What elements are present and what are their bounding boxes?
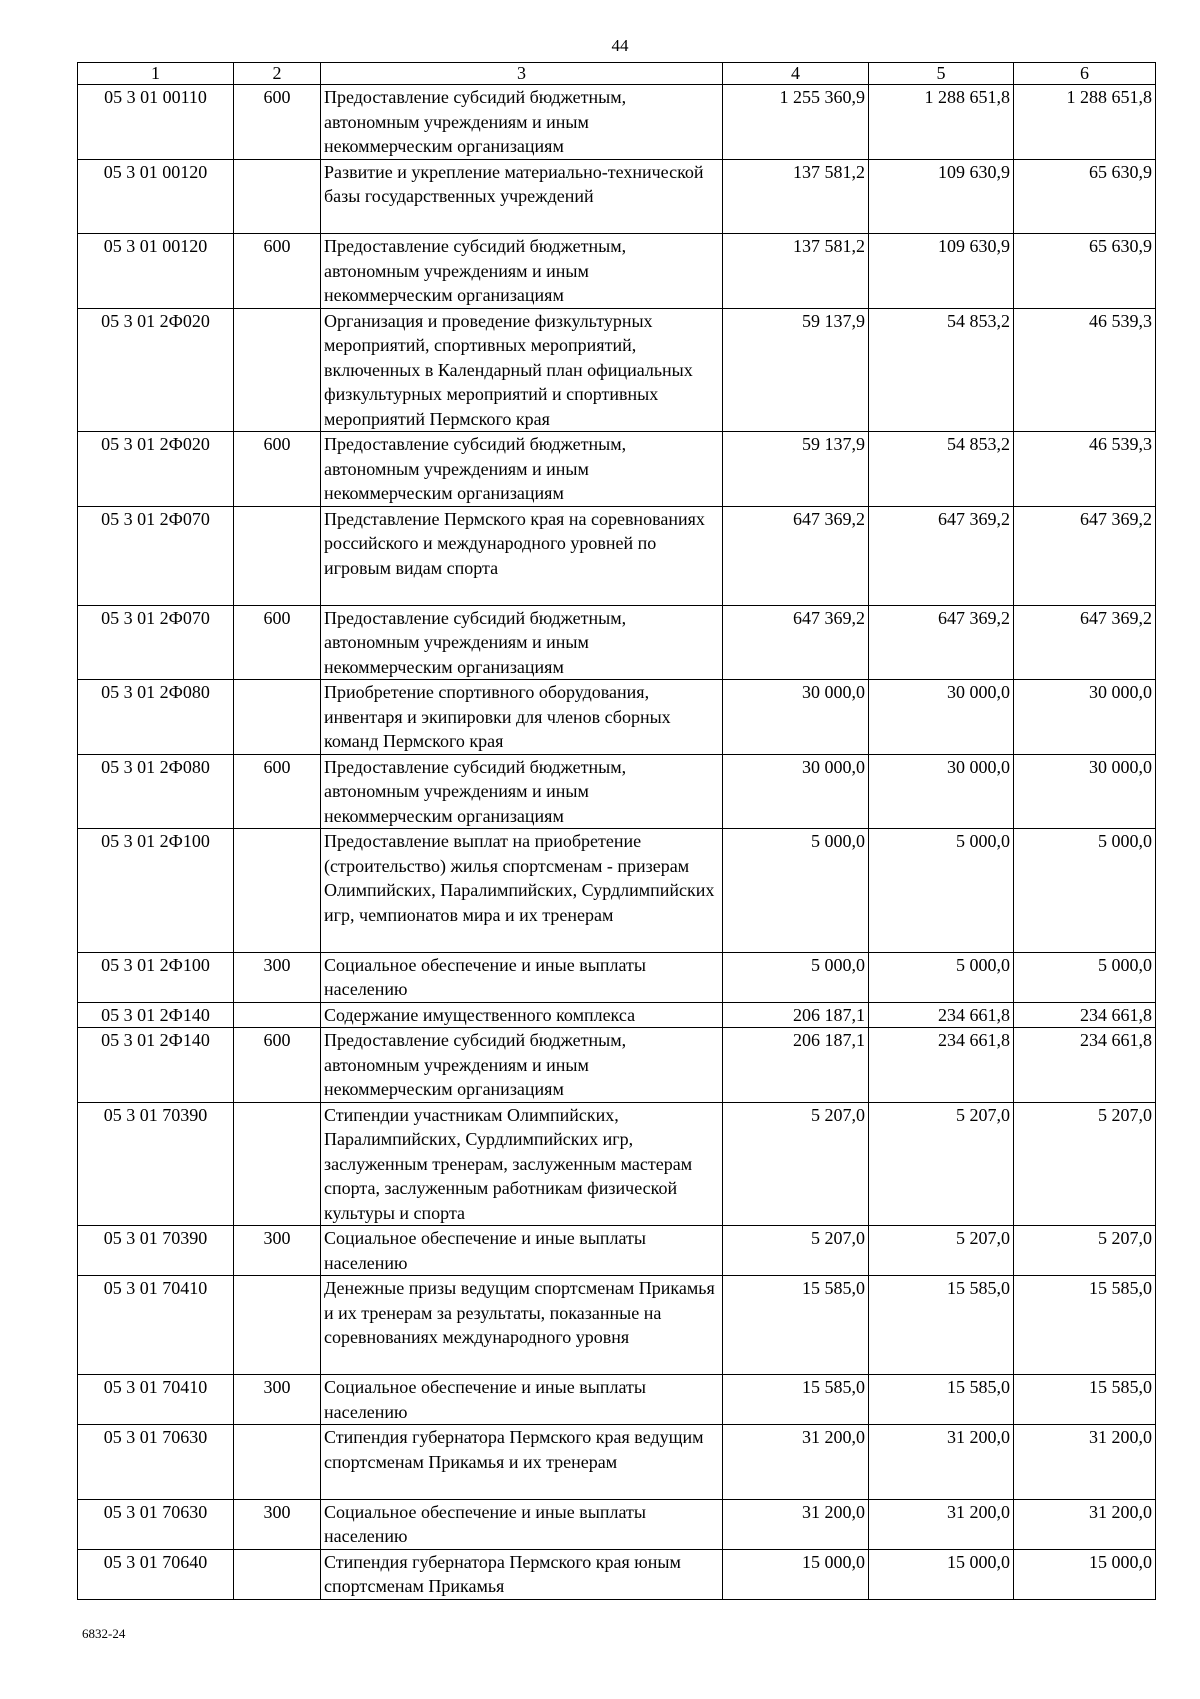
amount-col5-cell: 30 000,0 [869, 754, 1014, 829]
amount-col4-cell: 206 187,1 [723, 1028, 869, 1103]
amount-col4-cell: 647 369,2 [723, 506, 869, 605]
amount-col6-cell: 5 000,0 [1014, 952, 1156, 1002]
table-row [78, 1002, 1156, 1028]
column-header: 4 [723, 63, 869, 85]
item-name-cell: Стипендии участникам Олимпийских, Паралимпийских, Сурдлимпийских игр, заслуженным тренерам, заслуженным мастерам спорта, заслуженным работникам физической культуры и спорта [321, 1102, 723, 1226]
amount-col6-cell: 647 369,2 [1014, 506, 1156, 605]
amount-col5-cell: 54 853,2 [869, 432, 1014, 507]
column-header: 6 [1014, 63, 1156, 85]
table-row [78, 308, 1156, 432]
amount-col5-cell: 1 288 651,8 [869, 85, 1014, 160]
expense-kind-cell: 600 [234, 1028, 321, 1103]
item-name-cell: Социальное обеспечение и иные выплаты населению [321, 1226, 723, 1276]
amount-col4-cell: 1 255 360,9 [723, 85, 869, 160]
expense-kind-cell: 600 [234, 85, 321, 160]
amount-col5-cell: 647 369,2 [869, 605, 1014, 680]
target-code-cell: 05 3 01 00120 [78, 234, 234, 309]
amount-col5-cell: 5 207,0 [869, 1102, 1014, 1226]
item-name-cell: Социальное обеспечение и иные выплаты населению [321, 1375, 723, 1425]
expense-kind-cell: 600 [234, 234, 321, 309]
amount-col4-cell: 15 585,0 [723, 1276, 869, 1375]
amount-col6-cell: 30 000,0 [1014, 680, 1156, 755]
amount-col5-cell: 15 000,0 [869, 1549, 1014, 1599]
amount-col4-cell: 15 000,0 [723, 1549, 869, 1599]
amount-col6-cell: 30 000,0 [1014, 754, 1156, 829]
target-code-cell: 05 3 01 2Ф100 [78, 829, 234, 953]
document-code: 6832-24 [82, 1626, 126, 1641]
amount-col4-cell: 647 369,2 [723, 605, 869, 680]
amount-col4-cell: 59 137,9 [723, 308, 869, 432]
amount-col4-cell: 137 581,2 [723, 234, 869, 309]
table-row [78, 680, 1156, 755]
expense-kind-cell [234, 159, 321, 234]
amount-col5-cell: 15 585,0 [869, 1276, 1014, 1375]
amount-col4-cell: 206 187,1 [723, 1002, 869, 1028]
table-row [78, 1425, 1156, 1500]
column-header: 2 [234, 63, 321, 85]
amount-col6-cell: 234 661,8 [1014, 1002, 1156, 1028]
amount-col6-cell: 31 200,0 [1014, 1425, 1156, 1500]
expense-kind-cell [234, 506, 321, 605]
table-row [78, 1028, 1156, 1103]
target-code-cell: 05 3 01 70390 [78, 1226, 234, 1276]
amount-col5-cell: 109 630,9 [869, 159, 1014, 234]
table-row [78, 85, 1156, 160]
header-row [78, 63, 1156, 85]
item-name-cell: Стипендия губернатора Пермского края ведущим спортсменам Прикамья и их тренерам [321, 1425, 723, 1500]
table-row [78, 952, 1156, 1002]
amount-col6-cell: 5 000,0 [1014, 829, 1156, 953]
table-row [78, 432, 1156, 507]
item-name-cell: Предоставление субсидий бюджетным, автономным учреждениям и иным некоммерческим организациям [321, 85, 723, 160]
amount-col6-cell: 46 539,3 [1014, 308, 1156, 432]
amount-col4-cell: 15 585,0 [723, 1375, 869, 1425]
target-code-cell: 05 3 01 2Ф100 [78, 952, 234, 1002]
expense-kind-cell: 300 [234, 952, 321, 1002]
expense-kind-cell [234, 308, 321, 432]
item-name-cell: Приобретение спортивного оборудования, инвентаря и экипировки для членов сборных команд Пермского края [321, 680, 723, 755]
amount-col6-cell: 647 369,2 [1014, 605, 1156, 680]
table-row [78, 506, 1156, 605]
expense-kind-cell: 300 [234, 1375, 321, 1425]
amount-col4-cell: 59 137,9 [723, 432, 869, 507]
item-name-cell: Предоставление выплат на приобретение (строительство) жилья спортсменам - призерам Олимпийских, Паралимпийских, Сурдлимпийских игр, чемпионатов мира и их тренерам [321, 829, 723, 953]
item-name-cell: Стипендия губернатора Пермского края юным спортсменам Прикамья [321, 1549, 723, 1599]
expense-kind-cell [234, 1425, 321, 1500]
item-name-cell: Социальное обеспечение и иные выплаты населению [321, 1499, 723, 1549]
amount-col6-cell: 15 000,0 [1014, 1549, 1156, 1599]
target-code-cell: 05 3 01 2Ф070 [78, 605, 234, 680]
table-row [78, 1226, 1156, 1276]
item-name-cell: Представление Пермского края на соревнованиях российского и международного уровней по игровым видам спорта [321, 506, 723, 605]
amount-col6-cell: 65 630,9 [1014, 234, 1156, 309]
amount-col5-cell: 234 661,8 [869, 1002, 1014, 1028]
table-row [78, 1499, 1156, 1549]
amount-col6-cell: 31 200,0 [1014, 1499, 1156, 1549]
amount-col5-cell: 5 207,0 [869, 1226, 1014, 1276]
amount-col5-cell: 647 369,2 [869, 506, 1014, 605]
amount-col4-cell: 30 000,0 [723, 754, 869, 829]
target-code-cell: 05 3 01 70410 [78, 1276, 234, 1375]
target-code-cell: 05 3 01 2Ф020 [78, 432, 234, 507]
target-code-cell: 05 3 01 2Ф070 [78, 506, 234, 605]
target-code-cell: 05 3 01 00120 [78, 159, 234, 234]
amount-col6-cell: 1 288 651,8 [1014, 85, 1156, 160]
target-code-cell: 05 3 01 70640 [78, 1549, 234, 1599]
table-row [78, 1375, 1156, 1425]
expense-kind-cell [234, 829, 321, 953]
amount-col5-cell: 5 000,0 [869, 952, 1014, 1002]
amount-col5-cell: 234 661,8 [869, 1028, 1014, 1103]
target-code-cell: 05 3 01 2Ф140 [78, 1002, 234, 1028]
item-name-cell: Предоставление субсидий бюджетным, автономным учреждениям и иным некоммерческим организациям [321, 432, 723, 507]
page-number: 44 [611, 36, 629, 55]
amount-col6-cell: 15 585,0 [1014, 1375, 1156, 1425]
target-code-cell: 05 3 01 70630 [78, 1499, 234, 1549]
amount-col4-cell: 31 200,0 [723, 1499, 869, 1549]
expense-kind-cell [234, 1549, 321, 1599]
expense-kind-cell: 300 [234, 1226, 321, 1276]
budget-table [77, 62, 1156, 1600]
item-name-cell: Содержание имущественного комплекса [321, 1002, 723, 1028]
amount-col6-cell: 15 585,0 [1014, 1276, 1156, 1375]
amount-col4-cell: 5 207,0 [723, 1226, 869, 1276]
amount-col5-cell: 109 630,9 [869, 234, 1014, 309]
expense-kind-cell: 600 [234, 754, 321, 829]
amount-col4-cell: 31 200,0 [723, 1425, 869, 1500]
item-name-cell: Предоставление субсидий бюджетным, автономным учреждениям и иным некоммерческим организациям [321, 1028, 723, 1103]
target-code-cell: 05 3 01 2Ф020 [78, 308, 234, 432]
amount-col6-cell: 234 661,8 [1014, 1028, 1156, 1103]
table-row [78, 1276, 1156, 1375]
table-row [78, 829, 1156, 953]
expense-kind-cell [234, 1102, 321, 1226]
expense-kind-cell: 300 [234, 1499, 321, 1549]
item-name-cell: Социальное обеспечение и иные выплаты населению [321, 952, 723, 1002]
amount-col6-cell: 5 207,0 [1014, 1102, 1156, 1226]
amount-col5-cell: 15 585,0 [869, 1375, 1014, 1425]
amount-col5-cell: 30 000,0 [869, 680, 1014, 755]
target-code-cell: 05 3 01 00110 [78, 85, 234, 160]
item-name-cell: Организация и проведение физкультурных мероприятий, спортивных мероприятий, включенных в Календарный план официальных физкультурных мероприятий и спортивных мероприятий Пермского края [321, 308, 723, 432]
amount-col6-cell: 65 630,9 [1014, 159, 1156, 234]
target-code-cell: 05 3 01 70390 [78, 1102, 234, 1226]
amount-col5-cell: 54 853,2 [869, 308, 1014, 432]
expense-kind-cell: 600 [234, 605, 321, 680]
item-name-cell: Предоставление субсидий бюджетным, автономным учреждениям и иным некоммерческим организациям [321, 754, 723, 829]
table-row [78, 159, 1156, 234]
expense-kind-cell [234, 680, 321, 755]
table-row [78, 754, 1156, 829]
amount-col4-cell: 5 000,0 [723, 952, 869, 1002]
table-row [78, 605, 1156, 680]
item-name-cell: Предоставление субсидий бюджетным, автономным учреждениям и иным некоммерческим организациям [321, 605, 723, 680]
expense-kind-cell [234, 1002, 321, 1028]
item-name-cell: Денежные призы ведущим спортсменам Прикамья и их тренерам за результаты, показанные на соревнованиях международного уровня [321, 1276, 723, 1375]
amount-col6-cell: 46 539,3 [1014, 432, 1156, 507]
target-code-cell: 05 3 01 70410 [78, 1375, 234, 1425]
amount-col5-cell: 31 200,0 [869, 1425, 1014, 1500]
amount-col5-cell: 5 000,0 [869, 829, 1014, 953]
column-header: 3 [321, 63, 723, 85]
amount-col4-cell: 5 207,0 [723, 1102, 869, 1226]
table-row [78, 1102, 1156, 1226]
amount-col5-cell: 31 200,0 [869, 1499, 1014, 1549]
target-code-cell: 05 3 01 70630 [78, 1425, 234, 1500]
item-name-cell: Предоставление субсидий бюджетным, автономным учреждениям и иным некоммерческим организациям [321, 234, 723, 309]
item-name-cell: Развитие и укрепление материально-технической базы государственных учреждений [321, 159, 723, 234]
table-row [78, 234, 1156, 309]
expense-kind-cell [234, 1276, 321, 1375]
column-header: 5 [869, 63, 1014, 85]
amount-col6-cell: 5 207,0 [1014, 1226, 1156, 1276]
target-code-cell: 05 3 01 2Ф140 [78, 1028, 234, 1103]
amount-col4-cell: 30 000,0 [723, 680, 869, 755]
target-code-cell: 05 3 01 2Ф080 [78, 680, 234, 755]
table-row [78, 1549, 1156, 1599]
target-code-cell: 05 3 01 2Ф080 [78, 754, 234, 829]
column-header: 1 [78, 63, 234, 85]
expense-kind-cell: 600 [234, 432, 321, 507]
amount-col4-cell: 5 000,0 [723, 829, 869, 953]
amount-col4-cell: 137 581,2 [723, 159, 869, 234]
